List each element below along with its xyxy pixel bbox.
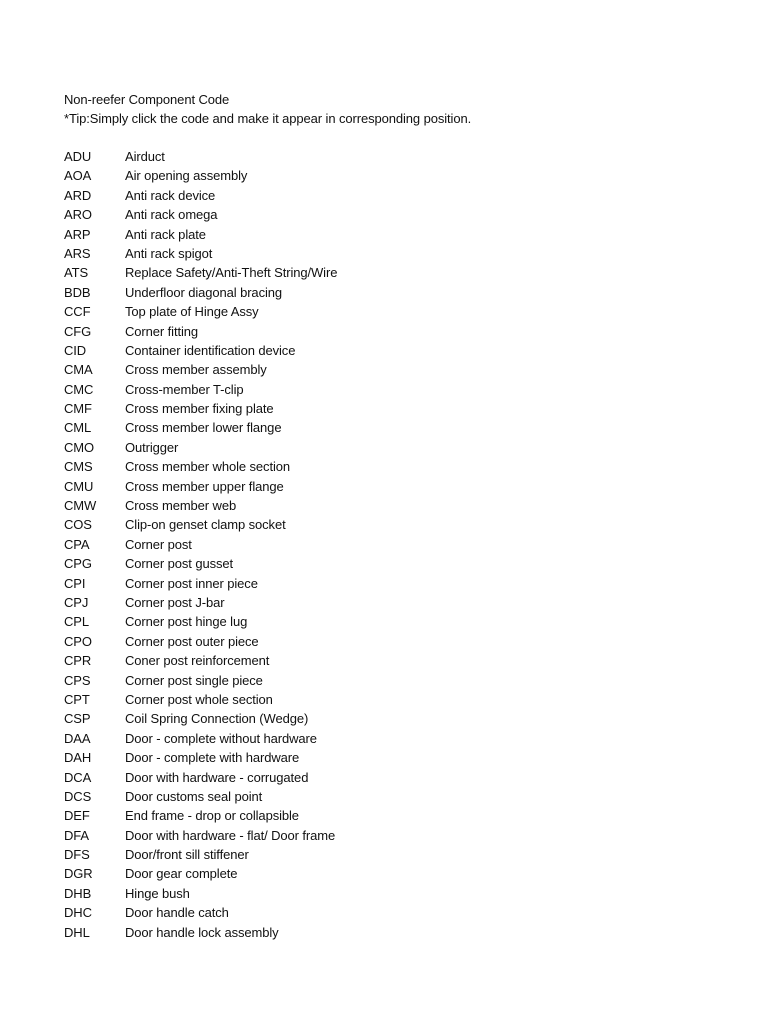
- component-code[interactable]: DHB: [64, 885, 92, 901]
- component-code[interactable]: DFS: [64, 847, 90, 863]
- component-code[interactable]: CPL: [64, 614, 89, 630]
- list-item: [64, 923, 337, 942]
- component-code[interactable]: ARD: [64, 187, 92, 203]
- component-description: Corner post: [125, 536, 192, 552]
- tip-text: *Tip:Simply click the code and make it appear in corresponding position.: [64, 111, 472, 126]
- component-description: Anti rack plate: [125, 226, 206, 242]
- component-code[interactable]: CCF: [64, 304, 91, 320]
- component-description: Cross member lower flange: [125, 420, 282, 436]
- list-item: [64, 903, 337, 922]
- component-code[interactable]: CPR: [64, 653, 92, 669]
- component-description: Cross member whole section: [125, 459, 291, 475]
- component-code[interactable]: CMW: [64, 498, 97, 514]
- list-item: [64, 826, 337, 845]
- list-item: [64, 806, 337, 825]
- list-item: [64, 671, 337, 690]
- component-code[interactable]: COS: [64, 517, 92, 533]
- document-header: [64, 90, 471, 128]
- component-code[interactable]: DAA: [64, 730, 91, 746]
- list-item: [64, 186, 337, 205]
- list-item: [64, 147, 337, 166]
- component-description: Coner post reinforcement: [125, 653, 270, 669]
- list-item: [64, 380, 337, 399]
- component-code[interactable]: CML: [64, 420, 92, 436]
- list-item: [64, 748, 337, 767]
- list-item: [64, 787, 337, 806]
- component-description: Door handle catch: [125, 905, 229, 921]
- component-code[interactable]: CFG: [64, 323, 92, 339]
- list-item: [64, 535, 337, 554]
- component-code[interactable]: CSP: [64, 711, 91, 727]
- component-description: Clip-on genset clamp socket: [125, 517, 286, 533]
- component-description: Door customs seal point: [125, 788, 263, 804]
- component-description: Door handle lock assembly: [125, 924, 279, 940]
- list-item: [64, 574, 337, 593]
- component-description: Corner post gusset: [125, 556, 234, 572]
- component-description: Door/front sill stiffener: [125, 847, 249, 863]
- list-item: [64, 593, 337, 612]
- component-description: Container identification device: [125, 342, 296, 358]
- component-description: Outrigger: [125, 439, 179, 455]
- list-item: [64, 709, 337, 728]
- list-item: [64, 341, 337, 360]
- list-item: [64, 399, 337, 418]
- component-description: Anti rack omega: [125, 207, 218, 223]
- component-code[interactable]: DAH: [64, 750, 92, 766]
- component-description: Air opening assembly: [125, 168, 248, 184]
- component-description: Top plate of Hinge Assy: [125, 304, 259, 320]
- component-description: Corner post hinge lug: [125, 614, 248, 630]
- component-description: Corner post whole section: [125, 691, 273, 707]
- component-description: End frame - drop or collapsible: [125, 808, 299, 824]
- list-item: [64, 283, 337, 302]
- component-description: Corner post inner piece: [125, 575, 258, 591]
- component-description: Corner post J-bar: [125, 594, 225, 610]
- list-item: [64, 690, 337, 709]
- component-code[interactable]: CPJ: [64, 594, 89, 610]
- component-code[interactable]: DGR: [64, 866, 93, 882]
- list-item: [64, 322, 337, 341]
- component-code-list: [64, 147, 337, 942]
- component-code[interactable]: CMF: [64, 401, 92, 417]
- component-code[interactable]: CMC: [64, 381, 94, 397]
- component-description: Door with hardware - corrugated: [125, 769, 309, 785]
- list-item: [64, 302, 337, 321]
- component-code[interactable]: ARP: [64, 226, 91, 242]
- component-code[interactable]: ARS: [64, 245, 91, 261]
- list-item: [64, 166, 337, 185]
- component-code[interactable]: CPT: [64, 691, 90, 707]
- component-description: Replace Safety/Anti-Theft String/Wire: [125, 265, 338, 281]
- component-code[interactable]: CPA: [64, 536, 90, 552]
- component-description: Corner fitting: [125, 323, 199, 339]
- list-item: [64, 768, 337, 787]
- component-description: Anti rack spigot: [125, 245, 213, 261]
- list-item: [64, 554, 337, 573]
- component-code[interactable]: CPI: [64, 575, 86, 591]
- component-code[interactable]: CMA: [64, 362, 93, 378]
- list-item: [64, 225, 337, 244]
- component-description: Airduct: [125, 149, 165, 164]
- list-item: [64, 244, 337, 263]
- component-code[interactable]: ADU: [64, 149, 92, 164]
- list-item: [64, 438, 337, 457]
- component-code[interactable]: DEF: [64, 808, 90, 824]
- component-code[interactable]: DCS: [64, 788, 92, 804]
- list-item: [64, 418, 337, 437]
- list-item: [64, 845, 337, 864]
- component-description: Door - complete without hardware: [125, 730, 317, 746]
- component-code[interactable]: DCA: [64, 769, 92, 785]
- component-description: Hinge bush: [125, 885, 190, 901]
- component-code[interactable]: AOA: [64, 168, 92, 184]
- document-title: Non-reefer Component Code: [64, 92, 230, 107]
- component-code[interactable]: CID: [64, 342, 87, 358]
- component-description: Cross member fixing plate: [125, 401, 274, 417]
- list-item: [64, 884, 337, 903]
- component-description: Corner post single piece: [125, 672, 263, 688]
- component-code[interactable]: CPO: [64, 633, 92, 649]
- component-code[interactable]: DFA: [64, 827, 89, 843]
- list-item: [64, 205, 337, 224]
- component-description: Cross member web: [125, 498, 237, 514]
- component-description: Cross-member T-clip: [125, 381, 244, 397]
- component-code[interactable]: BDB: [64, 284, 91, 300]
- component-description: Cross member upper flange: [125, 478, 284, 494]
- list-item: [64, 477, 337, 496]
- list-item: [64, 864, 337, 883]
- list-item: [64, 457, 337, 476]
- list-item: [64, 729, 337, 748]
- list-item: [64, 496, 337, 515]
- component-code[interactable]: CMO: [64, 439, 95, 455]
- list-item: [64, 263, 337, 282]
- component-code[interactable]: DHL: [64, 924, 90, 940]
- component-description: Door - complete with hardware: [125, 750, 300, 766]
- component-description: Underfloor diagonal bracing: [125, 284, 283, 300]
- component-description: Door gear complete: [125, 866, 238, 882]
- component-code[interactable]: ARO: [64, 207, 92, 223]
- component-code[interactable]: CMU: [64, 478, 94, 494]
- component-description: Cross member assembly: [125, 362, 267, 378]
- component-code[interactable]: ATS: [64, 265, 89, 281]
- component-description: Corner post outer piece: [125, 633, 259, 649]
- component-code[interactable]: CPS: [64, 672, 91, 688]
- list-item: [64, 515, 337, 534]
- list-item: [64, 632, 337, 651]
- component-description: Coil Spring Connection (Wedge): [125, 711, 309, 727]
- list-item: [64, 612, 337, 631]
- list-item: [64, 360, 337, 379]
- component-code[interactable]: CMS: [64, 459, 93, 475]
- component-description: Anti rack device: [125, 187, 216, 203]
- component-description: Door with hardware - flat/ Door frame: [125, 827, 336, 843]
- component-code[interactable]: DHC: [64, 905, 92, 921]
- component-code[interactable]: CPG: [64, 556, 92, 572]
- list-item: [64, 651, 337, 670]
